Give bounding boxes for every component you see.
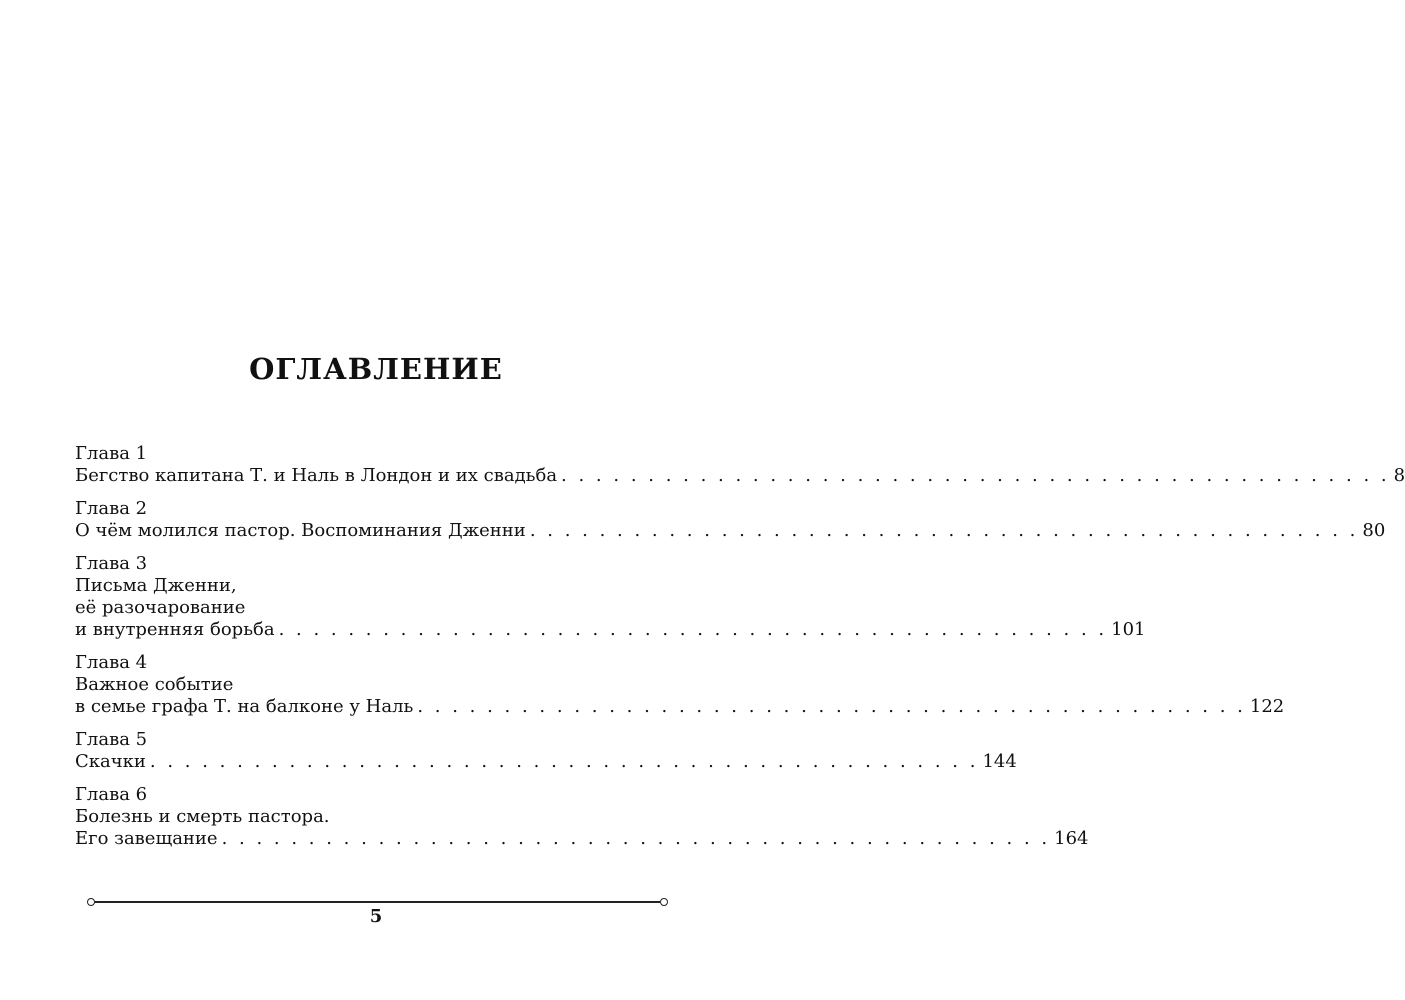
dot-leader: . . . . . . . . . . . . . . . . . . . . . . . . . . . . . . . . . . . . . . . . . . . . . . . . [221, 828, 1051, 849]
chapter-title: О чём молился пастор. Воспоминания Дженни [75, 520, 526, 541]
toc-line [75, 619, 1146, 641]
toc-entry-chapter-1 [75, 443, 1405, 487]
page-ref: 144 [982, 751, 1017, 772]
toc-entry-chapter-4 [75, 652, 1285, 718]
page-title: ОГЛАВЛЕНИЕ [249, 352, 503, 386]
chapter-title-line: Важное событие [75, 674, 234, 695]
page-ref: 164 [1054, 828, 1089, 849]
toc-line [75, 520, 1386, 542]
toc-line [75, 696, 1285, 718]
dot-leader: . . . . . . . . . . . . . . . . . . . . . . . . . . . . . . . . . . . . . . . . . . . . . . . . [278, 619, 1108, 640]
toc-line [75, 465, 1405, 487]
table-of-contents [75, 443, 1405, 861]
chapter-title: Бегство капитана Т. и Наль в Лондон и их свадьба [75, 465, 558, 486]
page-number: 5 [369, 906, 383, 927]
chapter-label: Глава 4 [75, 652, 148, 673]
toc-entry-chapter-2 [75, 498, 1386, 542]
footer-rule [95, 901, 660, 903]
chapter-title: и внутренняя борьба [75, 619, 275, 640]
chapter-title: Его завещание [75, 828, 218, 849]
chapter-label: Глава 5 [75, 729, 148, 750]
chapter-title-line: Болезнь и смерть пастора. [75, 806, 330, 827]
chapter-title-line: Письма Дженни, [75, 575, 237, 596]
dot-leader: . . . . . . . . . . . . . . . . . . . . . . . . . . . . . . . . . . . . . . . . . . . . . . . . [149, 751, 979, 772]
page-ref: 122 [1249, 696, 1285, 717]
dot-leader: . . . . . . . . . . . . . . . . . . . . . . . . . . . . . . . . . . . . . . . . . . . . . . . . [417, 696, 1246, 717]
chapter-title-line: её разочарование [75, 597, 246, 618]
chapter-title: в семье графа Т. на балконе у Наль [75, 696, 414, 717]
dot-leader: . . . . . . . . . . . . . . . . . . . . . . . . . . . . . . . . . . . . . . . . . . . . . . . . [529, 520, 1359, 541]
dot-leader: . . . . . . . . . . . . . . . . . . . . . . . . . . . . . . . . . . . . . . . . . . . . . . . . [561, 465, 1390, 486]
chapter-label: Глава 6 [75, 784, 148, 805]
page-ref: 80 [1362, 520, 1386, 541]
toc-entry-chapter-6 [75, 784, 1089, 850]
toc-entry-chapter-5 [75, 729, 1017, 773]
toc-line [75, 751, 1017, 773]
page-ref: 101 [1111, 619, 1146, 640]
chapter-label: Глава 1 [75, 443, 148, 464]
chapter-label: Глава 2 [75, 498, 148, 519]
chapter-label: Глава 3 [75, 553, 148, 574]
page-ref: 8 [1393, 465, 1405, 486]
toc-line [75, 828, 1089, 850]
toc-entry-chapter-3 [75, 553, 1146, 641]
chapter-title: Скачки [75, 751, 146, 772]
